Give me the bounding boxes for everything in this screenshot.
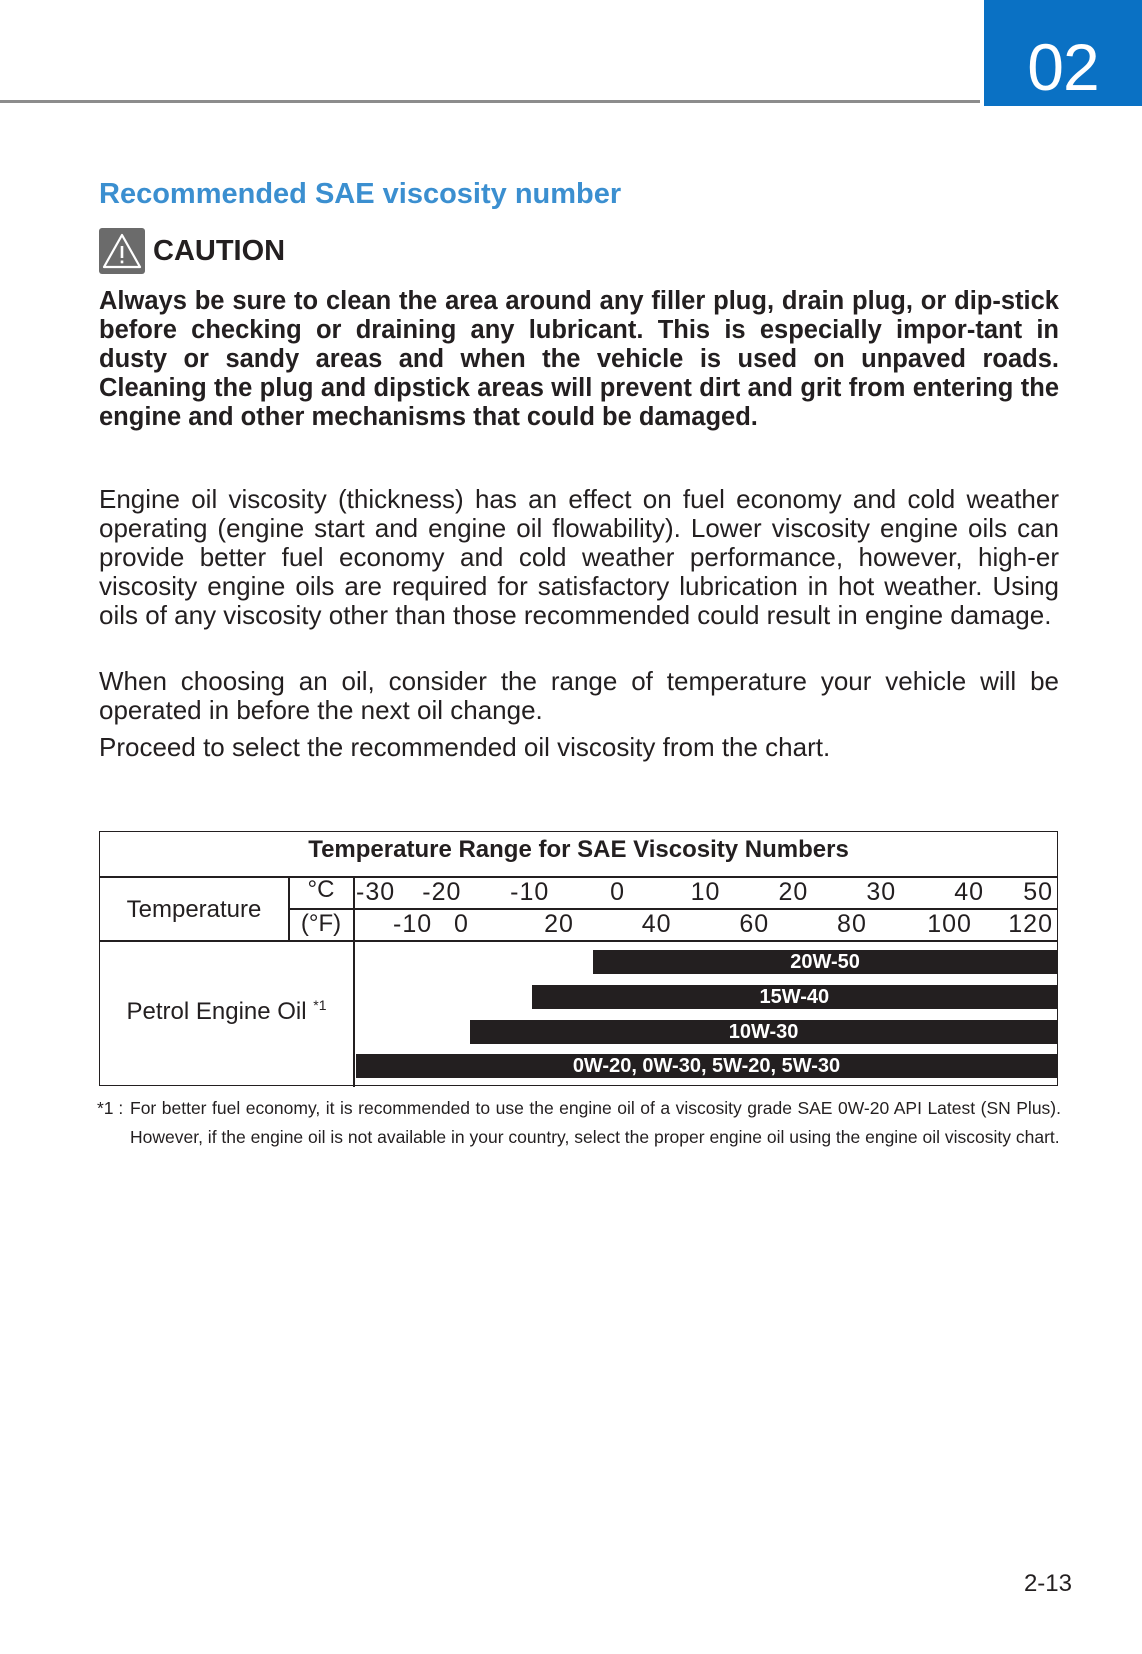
table-title: Temperature Range for SAE Viscosity Numbers (308, 836, 849, 863)
celsius-tick-label: 50 (1023, 878, 1053, 906)
viscosity-bar: 10W-30 (470, 1020, 1057, 1044)
caution-label: CAUTION (153, 234, 286, 267)
celsius-tick-label: 20 (778, 878, 809, 906)
fahrenheit-unit: (°F) (300, 910, 342, 937)
fahrenheit-tick-label: 20 (544, 910, 574, 938)
footnote-mark: *1 : (97, 1098, 124, 1118)
celsius-tick-label: 30 (866, 878, 897, 906)
celsius-tick-label: 40 (954, 878, 985, 906)
oil-footnote-mark: *1 (313, 997, 327, 1013)
temperature-label: Temperature (126, 896, 262, 923)
fahrenheit-tick-label: 40 (641, 910, 672, 938)
body-paragraph-choosing: When choosing an oil, consider the range of temperature your vehicle will be operated in before the next oil change. (99, 666, 1059, 725)
celsius-tick-label: 10 (690, 878, 721, 906)
fahrenheit-tick-label: 120 (1008, 910, 1053, 938)
viscosity-bar: 0W-20, 0W-30, 5W-20, 5W-30 (356, 1054, 1057, 1078)
celsius-tick-label: -10 (510, 878, 550, 906)
warning-triangle-icon (99, 228, 145, 274)
petrol-engine-oil-label (100, 997, 353, 1026)
fahrenheit-tick-label: 0 (453, 910, 469, 938)
celsius-tick-label: -20 (422, 878, 462, 906)
viscosity-bar: 20W-50 (593, 950, 1057, 974)
fahrenheit-tick-label: 100 (927, 910, 972, 938)
celsius-tick-label: -30 (356, 878, 396, 906)
page-number: 2-13 (1023, 1570, 1072, 1597)
fahrenheit-tick-label: 80 (837, 910, 867, 938)
chapter-tab: 02 (984, 0, 1142, 106)
caution-heading (99, 229, 285, 273)
table-rule (353, 876, 355, 1087)
body-paragraph-viscosity: Engine oil viscosity (thickness) has an effect on fuel economy and cold weather operating (engine start and engine oil flowability). Lower viscosity engine oils can provide better fuel economy and cold weather performance, however, high-er viscosity engine oils are required for satisfactory lubrication in hot weather. Using oils of any viscosity other than those recommended could result in engine damage. (99, 484, 1059, 630)
body-paragraph-proceed: Proceed to select the recommended oil viscosity from the chart. (99, 732, 831, 762)
oil-label-text: Petrol Engine Oil (126, 998, 307, 1025)
viscosity-table (99, 831, 1058, 1086)
caution-text: Always be sure to clean the area around any filler plug, drain plug, or dip-stick before checking or draining any lubricant. This is especially impor-tant in dusty or sandy areas and when the vehicle is used on unpaved roads. Cleaning the plug and dipstick areas will prevent dirt and grit from entering the engine and other mechanisms that could be damaged. (99, 287, 1059, 431)
table-rule (100, 876, 1057, 878)
viscosity-bar: 15W-40 (532, 985, 1057, 1009)
header-rule (0, 100, 980, 103)
footnote-text: For better fuel economy, it is recommended to use the engine oil of a viscosity grade SAE 0W-20 API Latest (SN Plus). However, if the engine oil is not available in your country, select the proper engine oil using the engine oil viscosity chart. (130, 1098, 1061, 1147)
celsius-tick-label: 0 (610, 878, 626, 906)
section-title: Recommended SAE viscosity number (99, 178, 622, 210)
fahrenheit-tick-label: 60 (739, 910, 770, 938)
footnote (97, 1094, 1061, 1152)
table-rule (100, 940, 1057, 942)
fahrenheit-tick-label: -10 (393, 910, 433, 938)
celsius-unit: °C (307, 876, 335, 903)
